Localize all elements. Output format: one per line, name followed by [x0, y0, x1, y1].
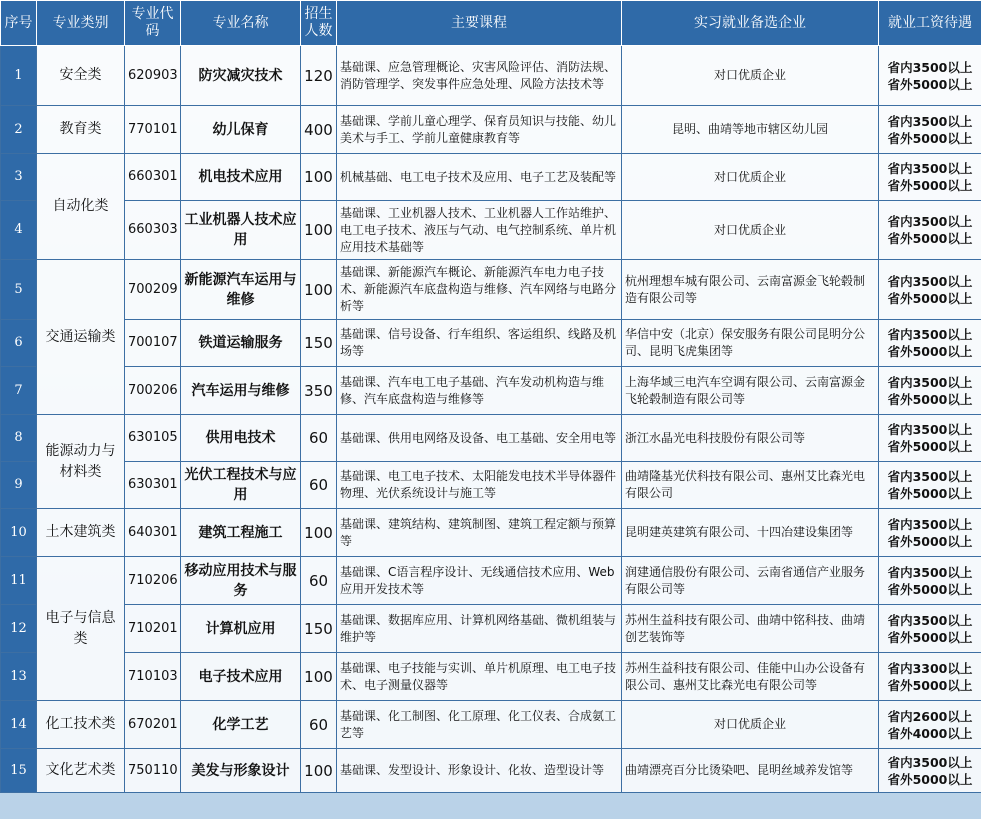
- salary-out: 省外5000以上: [887, 439, 973, 454]
- row-courses: 基础课、建筑结构、建筑制图、建筑工程定额与预算等: [337, 509, 622, 557]
- row-enterprise: 对口优质企业: [622, 154, 879, 201]
- row-courses: 基础课、应急管理概论、灾害风险评估、消防法规、消防管理学、突发事件应急处理、风险方法技术等: [337, 46, 622, 106]
- salary-in: 省内3500以上: [887, 612, 973, 628]
- row-category: 化工技术类: [37, 701, 125, 749]
- table-row: [1, 154, 981, 201]
- salary-out: 省外4000以上: [887, 725, 973, 741]
- row-code: 750110: [125, 749, 181, 793]
- row-courses: 基础课、供用电网络及设备、电工基础、安全用电等: [337, 415, 622, 462]
- row-salary: [879, 653, 981, 701]
- salary-out: 省外5000以上: [887, 290, 973, 306]
- salary-out: 省外5000以上: [887, 76, 973, 92]
- row-courses: 基础课、化工制图、化工原理、化工仪表、合成氨工艺等: [337, 701, 622, 749]
- salary-out: 省外5000以上: [887, 391, 973, 407]
- row-courses: 基础课、C语言程序设计、无线通信技术应用、Web应用开发技术等: [337, 557, 622, 605]
- header-enterprise: 实习就业备选企业: [622, 1, 879, 46]
- table-row: [1, 557, 981, 605]
- salary-in: 省内3500以上: [887, 327, 973, 342]
- table-row: [1, 749, 981, 793]
- row-code: 700209: [125, 260, 181, 320]
- salary-in: 省内3500以上: [887, 273, 973, 289]
- row-name: 防灾减灾技术: [181, 46, 301, 106]
- row-courses: 基础课、学前儿童心理学、保育员知识与技能、幼儿美术与手工、学前儿童健康教育等: [337, 106, 622, 154]
- header-courses: 主要课程: [337, 1, 622, 46]
- salary-in: 省内3500以上: [887, 374, 973, 390]
- row-code: 670201: [125, 701, 181, 749]
- row-name: 光伏工程技术与应用: [181, 462, 301, 509]
- header-name: 专业名称: [181, 1, 301, 46]
- salary-in: 省内3300以上: [887, 660, 973, 676]
- row-courses: 基础课、发型设计、形象设计、化妆、造型设计等: [337, 749, 622, 793]
- row-enterprise: 对口优质企业: [622, 701, 879, 749]
- row-count: 350: [301, 367, 337, 415]
- salary-in: 省内3500以上: [887, 59, 973, 75]
- row-seq: 13: [1, 653, 37, 701]
- table-row: [1, 201, 981, 260]
- row-salary: [879, 154, 981, 201]
- row-courses: 基础课、信号设备、行车组织、客运组织、线路及机场等: [337, 320, 622, 367]
- salary-out: 省外5000以上: [887, 486, 973, 501]
- row-salary: [879, 509, 981, 557]
- row-count: 100: [301, 260, 337, 320]
- row-name: 工业机器人技术应用: [181, 201, 301, 260]
- row-name: 电子技术应用: [181, 653, 301, 701]
- row-courses: 基础课、电子技能与实训、单片机原理、电工电子技术、电子测量仪器等: [337, 653, 622, 701]
- salary-in: 省内3500以上: [887, 516, 973, 532]
- row-salary: [879, 201, 981, 260]
- row-salary: [879, 701, 981, 749]
- salary-in: 省内3500以上: [887, 161, 973, 176]
- row-name: 新能源汽车运用与维修: [181, 260, 301, 320]
- row-courses: 基础课、工业机器人技术、工业机器人工作站维护、电工电子技术、液压与气动、电气控制系统、单片机应用技术基础等: [337, 201, 622, 260]
- row-enterprise: 曲靖漂亮百分比烫染吧、昆明丝域养发馆等: [622, 749, 879, 793]
- row-name: 计算机应用: [181, 605, 301, 653]
- row-salary: [879, 749, 981, 793]
- row-count: 60: [301, 415, 337, 462]
- row-name: 供用电技术: [181, 415, 301, 462]
- salary-in: 省内3500以上: [887, 754, 973, 770]
- header-seq: 序号: [1, 1, 37, 46]
- table-row: [1, 415, 981, 462]
- row-enterprise: 对口优质企业: [622, 201, 879, 260]
- row-category: 土木建筑类: [37, 509, 125, 557]
- row-enterprise: 浙江水晶光电科技股份有限公司等: [622, 415, 879, 462]
- row-count: 60: [301, 701, 337, 749]
- salary-out: 省外5000以上: [887, 344, 973, 359]
- row-name: 移动应用技术与服务: [181, 557, 301, 605]
- salary-in: 省内3500以上: [887, 469, 973, 484]
- row-enterprise: 上海华域三电汽车空调有限公司、云南富源金飞轮毂制造有限公司等: [622, 367, 879, 415]
- row-courses: 基础课、新能源汽车概论、新能源汽车电力电子技术、新能源汽车底盘构造与维修、汽车网络与电路分析等: [337, 260, 622, 320]
- row-count: 100: [301, 154, 337, 201]
- row-enterprise: 曲靖隆基光伏科技有限公司、惠州艾比森光电有限公司: [622, 462, 879, 509]
- table-row: [1, 509, 981, 557]
- row-count: 60: [301, 557, 337, 605]
- row-code: 710103: [125, 653, 181, 701]
- row-name: 美发与形象设计: [181, 749, 301, 793]
- row-count: 150: [301, 605, 337, 653]
- row-code: 700107: [125, 320, 181, 367]
- row-courses: 基础课、数据库应用、计算机网络基础、微机组装与维护等: [337, 605, 622, 653]
- row-enterprise: 昆明、曲靖等地市辖区幼儿园: [622, 106, 879, 154]
- row-category: 电子与信息类: [37, 557, 125, 701]
- row-enterprise: 润建通信股份有限公司、云南省通信产业服务有限公司等: [622, 557, 879, 605]
- table-header-row: [1, 1, 981, 46]
- row-salary: [879, 320, 981, 367]
- row-salary: [879, 605, 981, 653]
- row-seq: 8: [1, 415, 37, 462]
- row-seq: 2: [1, 106, 37, 154]
- row-salary: [879, 415, 981, 462]
- row-code: 660301: [125, 154, 181, 201]
- row-code: 660303: [125, 201, 181, 260]
- row-category: 安全类: [37, 46, 125, 106]
- row-count: 100: [301, 653, 337, 701]
- row-count: 100: [301, 509, 337, 557]
- row-salary: [879, 367, 981, 415]
- row-enterprise: 对口优质企业: [622, 46, 879, 106]
- row-category: 交通运输类: [37, 260, 125, 415]
- table-row: [1, 367, 981, 415]
- header-salary: 就业工资待遇: [879, 1, 981, 46]
- row-seq: 7: [1, 367, 37, 415]
- salary-out: 省外5000以上: [887, 677, 973, 693]
- salary-out: 省外5000以上: [887, 178, 973, 193]
- row-enterprise: 华信中安（北京）保安服务有限公司昆明分公司、昆明飞虎集团等: [622, 320, 879, 367]
- row-code: 710201: [125, 605, 181, 653]
- salary-out: 省外5000以上: [887, 581, 973, 597]
- row-seq: 4: [1, 201, 37, 260]
- table-row: [1, 701, 981, 749]
- row-name: 机电技术应用: [181, 154, 301, 201]
- row-seq: 1: [1, 46, 37, 106]
- row-name: 化学工艺: [181, 701, 301, 749]
- salary-in: 省内3500以上: [887, 214, 973, 229]
- row-salary: [879, 462, 981, 509]
- table-row: [1, 106, 981, 154]
- row-enterprise: 杭州理想车城有限公司、云南富源金飞轮毂制造有限公司等: [622, 260, 879, 320]
- salary-in: 省内2600以上: [887, 708, 973, 724]
- salary-in: 省内3500以上: [887, 564, 973, 580]
- row-name: 汽车运用与维修: [181, 367, 301, 415]
- row-enterprise: 苏州生益科技有限公司、曲靖中铭科技、曲靖创艺装饰等: [622, 605, 879, 653]
- row-seq: 6: [1, 320, 37, 367]
- row-enterprise: 苏州生益科技有限公司、佳能中山办公设备有限公司、惠州艾比森光电有限公司等: [622, 653, 879, 701]
- row-count: 150: [301, 320, 337, 367]
- row-count: 60: [301, 462, 337, 509]
- row-code: 630301: [125, 462, 181, 509]
- row-seq: 9: [1, 462, 37, 509]
- row-seq: 12: [1, 605, 37, 653]
- salary-in: 省内3500以上: [887, 422, 973, 437]
- row-code: 640301: [125, 509, 181, 557]
- row-category: 自动化类: [37, 154, 125, 260]
- table-row: [1, 462, 981, 509]
- row-seq: 15: [1, 749, 37, 793]
- row-code: 700206: [125, 367, 181, 415]
- table-row: [1, 653, 981, 701]
- row-salary: [879, 557, 981, 605]
- row-category: 能源动力与材料类: [37, 415, 125, 509]
- table-row: [1, 46, 981, 106]
- row-salary: [879, 260, 981, 320]
- row-courses: 基础课、汽车电工电子基础、汽车发动机构造与维修、汽车底盘构造与维修等: [337, 367, 622, 415]
- row-count: 100: [301, 749, 337, 793]
- table-row: [1, 260, 981, 320]
- row-name: 铁道运输服务: [181, 320, 301, 367]
- salary-out: 省外5000以上: [887, 130, 973, 146]
- salary-out: 省外5000以上: [887, 629, 973, 645]
- salary-out: 省外5000以上: [887, 231, 973, 246]
- row-seq: 5: [1, 260, 37, 320]
- row-category: 教育类: [37, 106, 125, 154]
- row-courses: 基础课、电工电子技术、太阳能发电技术半导体器件物理、光伏系统设计与施工等: [337, 462, 622, 509]
- header-count: 招生人数: [301, 1, 337, 46]
- row-code: 620903: [125, 46, 181, 106]
- salary-in: 省内3500以上: [887, 113, 973, 129]
- salary-out: 省外5000以上: [887, 533, 973, 549]
- row-code: 770101: [125, 106, 181, 154]
- row-seq: 3: [1, 154, 37, 201]
- row-enterprise: 昆明建英建筑有限公司、十四冶建设集团等: [622, 509, 879, 557]
- row-salary: [879, 46, 981, 106]
- row-category: 文化艺术类: [37, 749, 125, 793]
- row-seq: 14: [1, 701, 37, 749]
- row-code: 630105: [125, 415, 181, 462]
- row-name: 建筑工程施工: [181, 509, 301, 557]
- row-code: 710206: [125, 557, 181, 605]
- row-seq: 11: [1, 557, 37, 605]
- salary-out: 省外5000以上: [887, 771, 973, 787]
- row-salary: [879, 106, 981, 154]
- row-name: 幼儿保育: [181, 106, 301, 154]
- row-seq: 10: [1, 509, 37, 557]
- row-count: 400: [301, 106, 337, 154]
- table-row: [1, 320, 981, 367]
- row-courses: 机械基础、电工电子技术及应用、电子工艺及装配等: [337, 154, 622, 201]
- header-category: 专业类别: [37, 1, 125, 46]
- row-count: 100: [301, 201, 337, 260]
- row-count: 120: [301, 46, 337, 106]
- table-row: [1, 605, 981, 653]
- header-code: 专业代码: [125, 1, 181, 46]
